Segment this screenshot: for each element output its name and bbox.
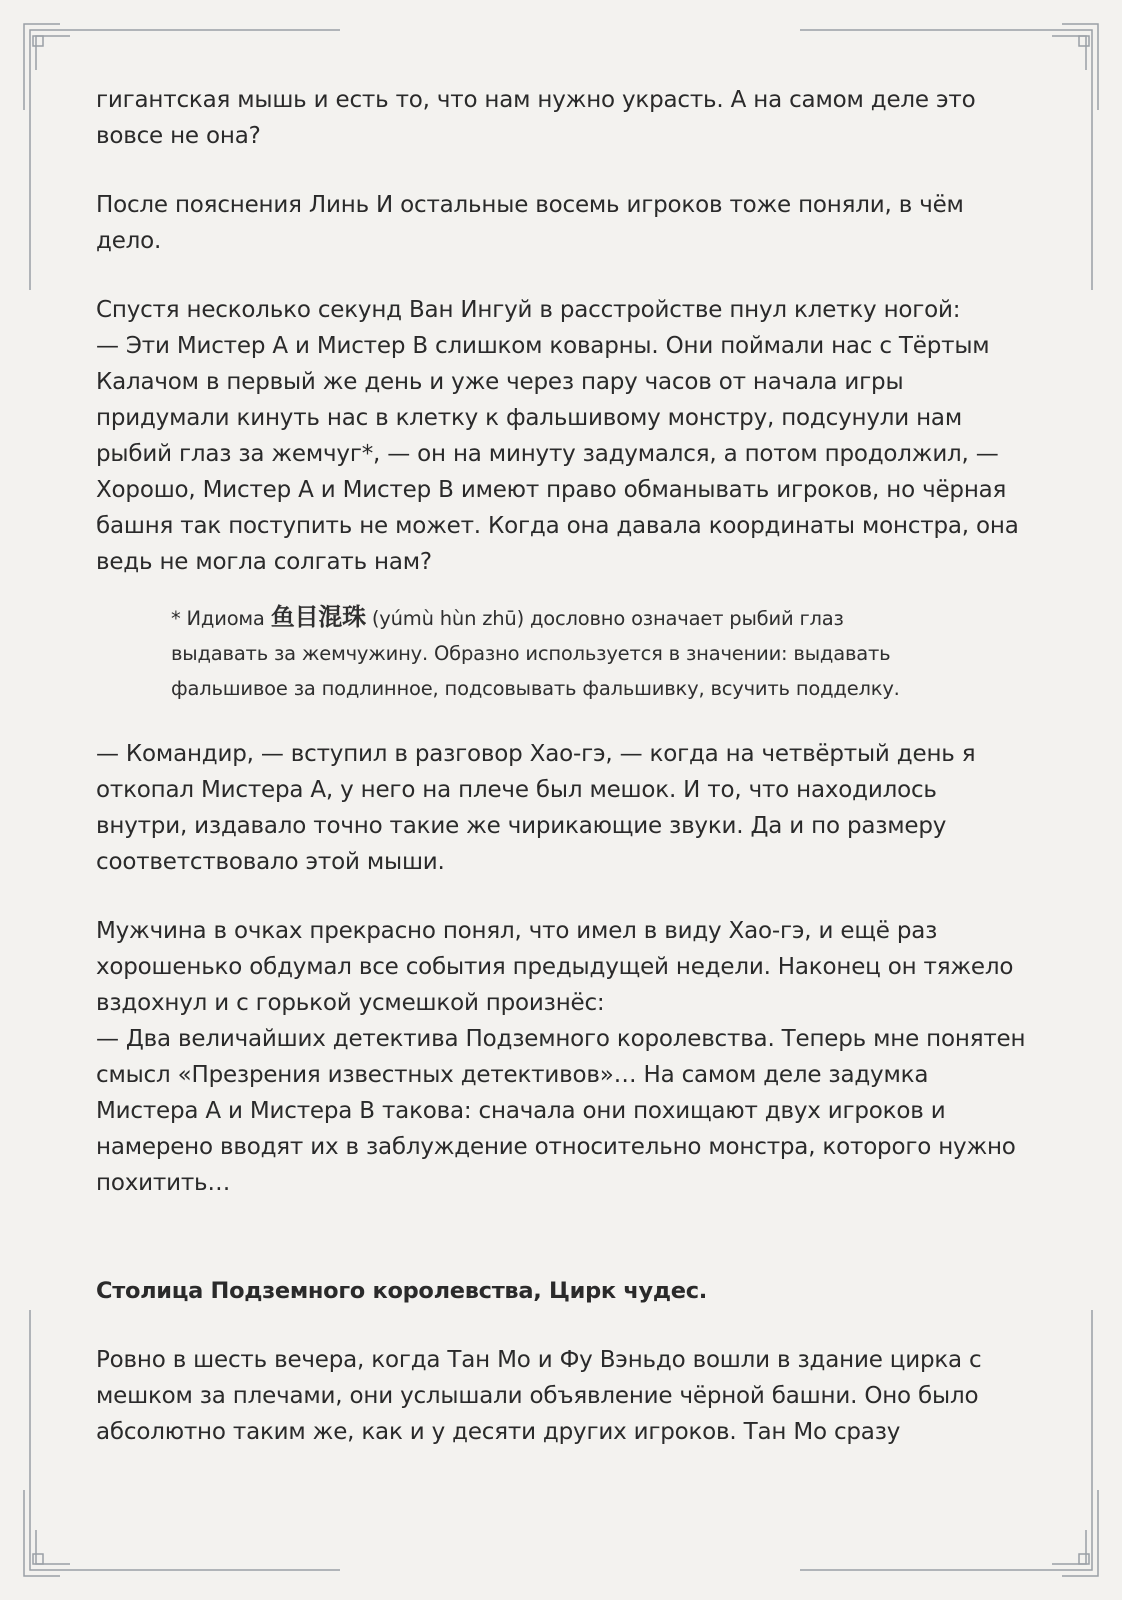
paragraph-1: гигантская мышь и есть то, что нам нужно украсть. А на самом деле это вовсе не она? bbox=[96, 87, 976, 149]
page-content bbox=[96, 82, 1026, 1450]
section-heading: Столица Подземного королевства, Цирк чудес. bbox=[96, 1278, 708, 1304]
paragraph-5-dialogue: — Командир, — вступил в разговор Хао-гэ, — когда на четвёртый день я откопал Мистера А, у него на плече был мешок. И то, что находилось внутри, издавало точно такие же чирикающие звуки. Да и по размеру соответствовало этой мыши. bbox=[96, 741, 976, 875]
footnote-line-1: * Идиома 鱼目混珠 (yúmù hùn zhū) дословно означает рыбий глаз bbox=[171, 603, 844, 631]
footnote-line-2: выдавать за жемчужину. Образно используется в значении: выдавать bbox=[171, 642, 891, 665]
paragraph-7-dialogue: — Два величайших детектива Подземного королевства. Теперь мне понятен смысл «Презрения известных детективов»… На самом деле задумка Мистера А и Мистера В такова: сначала они похищают двух игроков и намерено вводят их в заблуждение относительно монстра, которого нужно похитить… bbox=[96, 1026, 1026, 1196]
paragraph-8: Ровно в шесть вечера, когда Тан Мо и Фу Вэньдо вошли в здание цирка с мешком за плечами, они услышали объявление чёрной башни. Оно было абсолютно таким же, как и у десяти других игроков. Тан Мо сразу bbox=[96, 1347, 982, 1445]
paragraph-6: Мужчина в очках прекрасно понял, что имел в виду Хао-гэ, и ещё раз хорошенько обдумал все события предыдущей недели. Наконец он тяжело вздохнул и с горькой усмешкой произнёс: bbox=[96, 918, 1014, 1016]
paragraph-4-dialogue: — Эти Мистер А и Мистер В слишком коварны. Они поймали нас с Тёртым Калачом в первый же день и уже через пару часов от начала игры придумали кинуть нас в клетку к фальшивому монстру, подсунули нам рыбий глаз за жемчуг*, — он на минуту задумался, а потом продолжил, — Хорошо, Мистер А и Мистер В имеют право обманывать игроков, но чёрная башня так поступить не может. Когда она давала координаты монстра, она ведь не могла солгать нам? bbox=[96, 333, 1019, 575]
footnote-line-3: фальшивое за подлинное, подсовывать фальшивку, всучить подделку. bbox=[171, 677, 900, 700]
paragraph-2: После пояснения Линь И остальные восемь игроков тоже поняли, в чём дело. bbox=[96, 192, 964, 254]
paragraph-3: Спустя несколько секунд Ван Ингуй в расстройстве пнул клетку ногой: bbox=[96, 297, 961, 323]
chinese-idiom: 鱼目混珠 bbox=[270, 603, 366, 631]
footnote bbox=[171, 600, 1026, 706]
